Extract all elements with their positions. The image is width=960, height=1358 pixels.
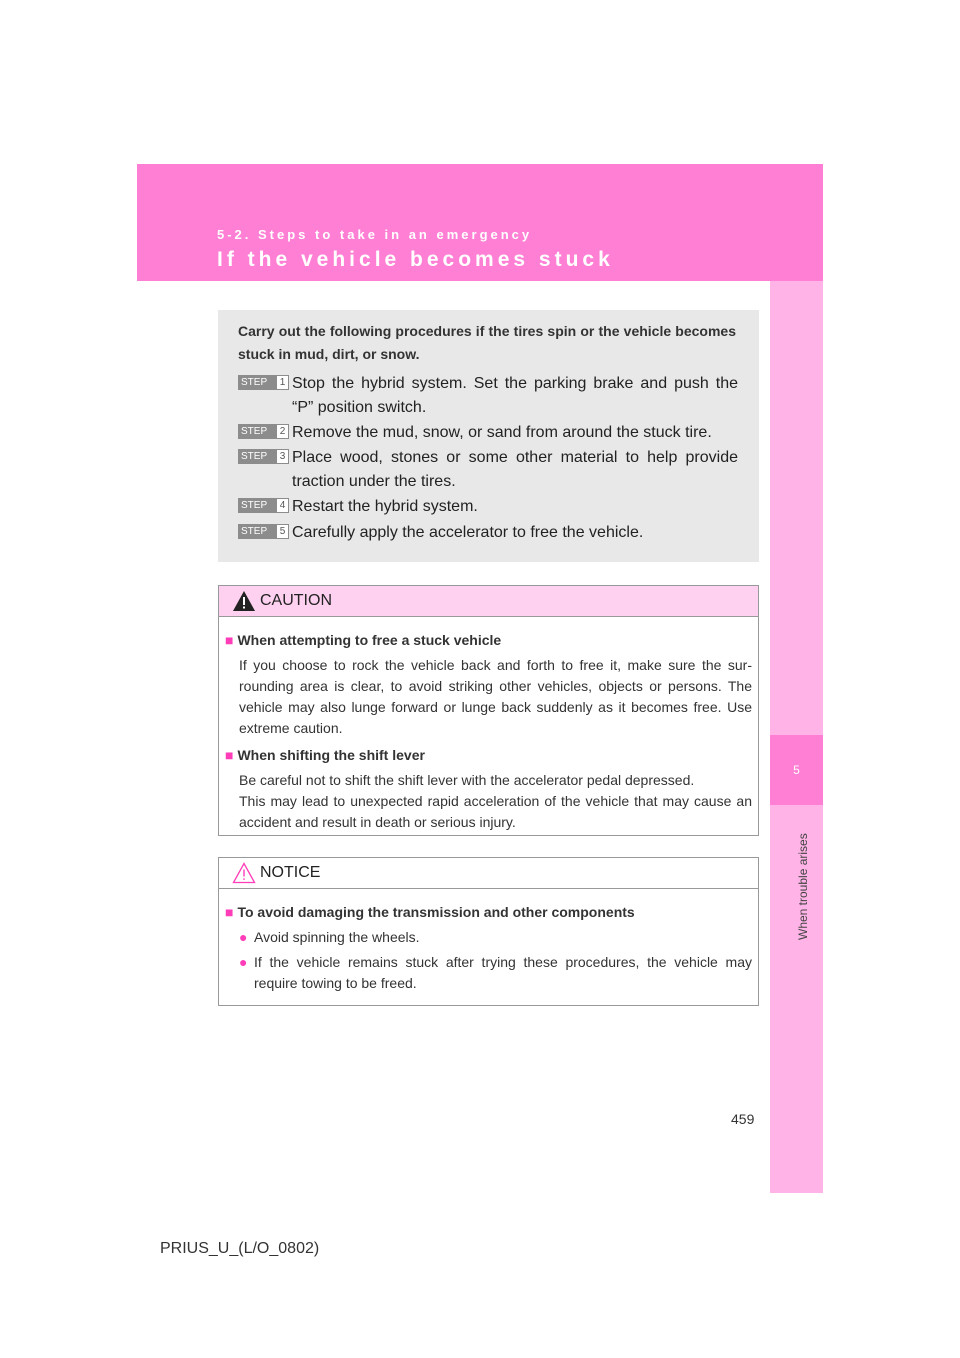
step-4 (238, 495, 738, 519)
caution-topic-text: If you choose to rock the vehicle back and forth to free it, make sure the sur-rounding area is clear, to avoid striking other vehicles, objects or persons. The vehicle may also lunge forward or lunge back suddenly as it becomes free. Use extreme caution. (239, 657, 752, 736)
step-1 (238, 372, 738, 420)
notice-bullet: ● If the vehicle remains stuck after trying these procedures, the vehicle may require towing to be freed. (239, 954, 752, 991)
step-2 (238, 421, 738, 445)
step-badge: STEP 5 (238, 524, 289, 539)
page-number: 459 (731, 1111, 755, 1127)
step-badge: STEP 2 (238, 424, 289, 439)
chapter-number: 5 (770, 735, 823, 805)
step-3 (238, 446, 738, 494)
step-text: Remove the mud, snow, or sand from around the stuck tire. (292, 424, 712, 441)
caution-title: CAUTION (260, 592, 332, 609)
caution-topic-heading: ■ When shifting the shift lever (225, 747, 425, 763)
warning-triangle-icon (232, 590, 256, 612)
caution-topic-heading: ■ When attempting to free a stuck vehicle (225, 632, 502, 648)
step-text: Carefully apply the accelerator to free the vehicle. (292, 524, 644, 541)
caution-header (219, 586, 758, 617)
step-text: Place wood, stones or some other material to help provide traction under the tires. (292, 449, 738, 490)
document-code: PRIUS_U_(L/O_0802) (160, 1240, 320, 1257)
step-badge: STEP 3 (238, 449, 289, 464)
notice-header (219, 858, 758, 889)
chapter-label: When trouble arises (796, 833, 810, 940)
notice-body (219, 889, 758, 994)
step-5 (238, 521, 738, 545)
caution-body (219, 617, 758, 833)
procedure-intro: Carry out the following procedures if the tires spin or the vehicle becomes stuck in mud, dirt, or snow. (238, 323, 736, 362)
step-text: Restart the hybrid system. (292, 498, 478, 515)
step-badge: STEP 4 (238, 498, 289, 513)
notice-bullet: ● Avoid spinning the wheels. (239, 929, 420, 945)
notice-triangle-icon (232, 862, 256, 884)
notice-box (218, 857, 759, 1006)
step-badge: STEP 1 (238, 375, 289, 390)
notice-title: NOTICE (260, 864, 321, 881)
step-text: Stop the hybrid system. Set the parking brake and push the “P” position switch. (292, 375, 738, 416)
page-title: If the vehicle becomes stuck (217, 248, 614, 271)
notice-topic-heading: ■ To avoid damaging the transmission and other components (225, 904, 635, 920)
section-label: 5-2. Steps to take in an emergency (217, 227, 533, 242)
caution-topic-text: Be careful not to shift the shift lever with the accelerator pedal depressed. This may lead to unexpected rapid acceleration of the vehicle that may cause an accident and result in death or serious injury. (239, 772, 752, 830)
caution-box (218, 585, 759, 836)
